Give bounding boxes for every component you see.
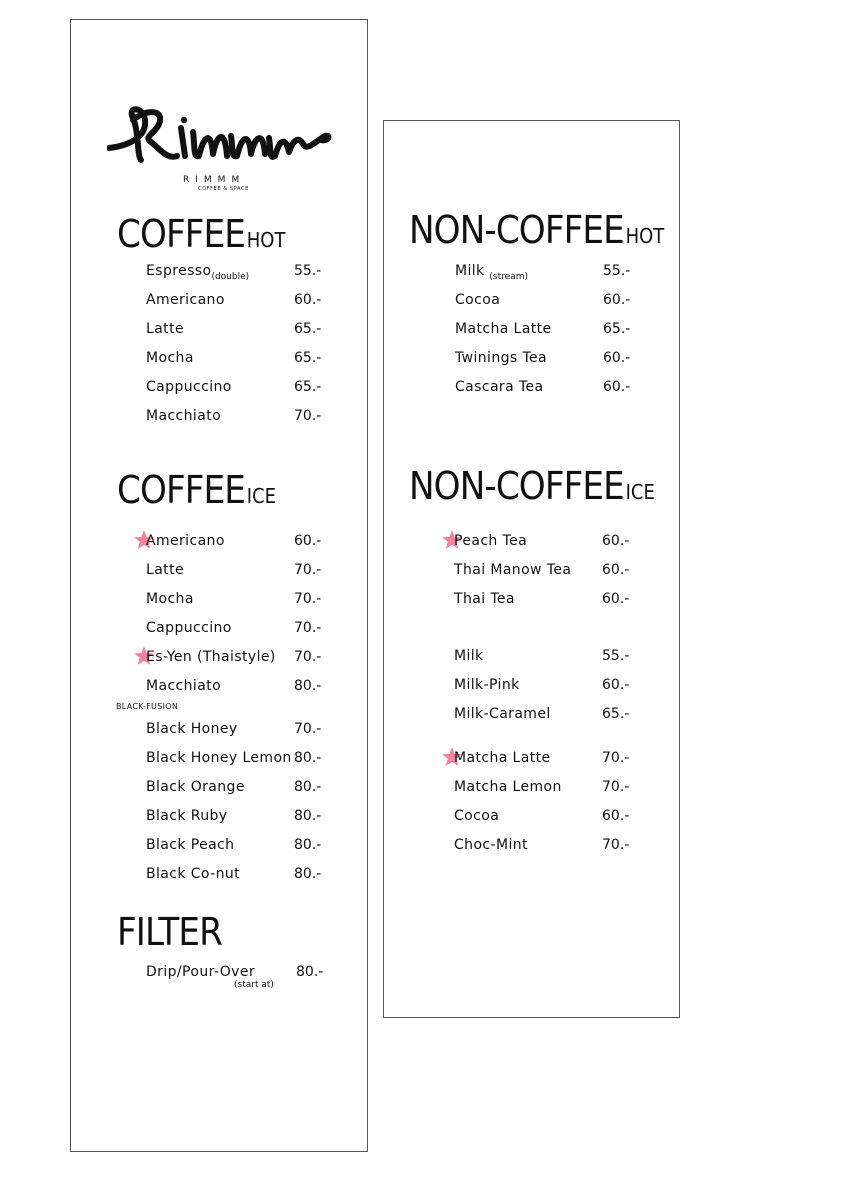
menu-item-price: 60.- [602,808,630,824]
section-title-noncoffee-ice: NON-COFFEEICE [409,464,655,508]
menu-item-name: Cocoa [454,808,500,824]
menu-panel-right [383,120,680,1018]
menu-item-name: Black Co-nut [146,866,241,882]
menu-item-name: Black Ruby [146,808,228,824]
menu-item-name: Drip/Pour-Over [146,964,255,980]
menu-item-price: 60.- [603,350,631,366]
menu-item-noncoffee-hot [455,321,643,341]
menu-item-black-fusion [146,779,334,799]
section-title-coffee-hot: COFFEEHOT [117,212,286,256]
menu-item-name: Black Peach [146,837,235,853]
menu-item-name: Black Honey [146,721,238,737]
menu-item-noncoffee-ice-milk [454,677,642,697]
menu-item-name: Matcha Latte [454,750,551,766]
menu-item-price: 65.- [603,321,631,337]
menu-item-name: Matcha Lemon [454,779,562,795]
menu-item-name: Latte [146,321,184,337]
menu-item-noncoffee-ice-milk [454,648,642,668]
menu-item-note: (double) [211,272,250,282]
menu-item-name: Cocoa [455,292,501,308]
menu-item-name: Milk-Caramel [454,706,551,722]
menu-item-price: 80.- [294,750,322,766]
menu-item-name: Espresso$_{(double)}$ [146,263,250,282]
section-title-coffee-ice: COFFEEICE [117,468,277,512]
menu-item-name: Thai Tea [454,591,515,607]
menu-item-name: Black Honey Lemon [146,750,292,766]
menu-item-price: 80.- [294,837,322,853]
menu-item-name: Milk [454,648,484,664]
menu-item-price: 70.- [294,562,322,578]
menu-item-price: 65.- [294,350,322,366]
menu-item-price: 60.- [602,533,630,549]
menu-item-price: 70.- [294,721,322,737]
menu-item-coffee-ice [146,649,334,669]
menu-item-noncoffee-ice-tea [454,533,642,553]
menu-item-noncoffee-ice-matcha [454,808,642,828]
group-label-black-fusion: BLACK-FUSION [116,702,179,711]
menu-item-name: Thai Manow Tea [454,562,572,578]
menu-item-price: 60.- [602,677,630,693]
menu-item-note: (start at) [234,980,274,990]
menu-item-price: 80.- [296,964,324,980]
menu-item-black-fusion [146,750,334,770]
menu-item-black-fusion [146,721,334,741]
menu-item-price: 65.- [602,706,630,722]
menu-item-noncoffee-hot [455,263,643,283]
menu-item-name: Peach Tea [454,533,528,549]
menu-item-name: Choc-Mint [454,837,528,853]
menu-item-price: 55.- [294,263,322,279]
menu-item-coffee-ice [146,620,334,640]
menu-item-coffee-hot [146,321,334,341]
menu-item-price: 70.- [294,591,322,607]
menu-item-name: Twinings Tea [455,350,548,366]
menu-item-price: 60.- [602,562,630,578]
menu-item-coffee-hot [146,350,334,370]
menu-item-name: Matcha Latte [455,321,552,337]
menu-item-coffee-ice [146,533,334,553]
menu-item-name: Americano [146,292,225,308]
menu-item-name: Milk-Pink [454,677,520,693]
menu-item-price: 70.- [602,750,630,766]
section-title-filter: FILTER [117,910,222,954]
menu-item-black-fusion [146,808,334,828]
menu-item-price: 60.- [294,292,322,308]
menu-item-coffee-ice [146,678,334,698]
menu-item-price: 60.- [602,591,630,607]
menu-item-noncoffee-ice-matcha [454,750,642,770]
menu-item-name: Latte [146,562,184,578]
menu-item-price: 55.- [602,648,630,664]
menu-item-name: Mocha [146,350,194,366]
menu-item-name: Americano [146,533,225,549]
menu-item-name: Milk $_{(stream)}$ [455,263,528,282]
menu-item-price: 70.- [602,779,630,795]
menu-item-price: 65.- [294,379,322,395]
menu-item-price: 80.- [294,678,322,694]
menu-item-noncoffee-ice-tea [454,591,642,611]
menu-item-noncoffee-hot [455,350,643,370]
menu-item-noncoffee-ice-milk [454,706,642,726]
menu-item-name: Cappuccino [146,620,232,636]
menu-item-coffee-ice [146,562,334,582]
menu-item-name: Macchiato [146,408,222,424]
menu-item-coffee-hot [146,408,334,428]
menu-item-coffee-ice [146,591,334,611]
menu-item-price: 70.- [602,837,630,853]
menu-item-price: 55.- [603,263,631,279]
menu-item-price: 60.- [603,292,631,308]
menu-item-name: Black Orange [146,779,245,795]
menu-item-price: 60.- [294,533,322,549]
menu-item-name: Es-Yen (Thaistyle) [146,649,276,665]
menu-item-price: 80.- [294,779,322,795]
menu-item-noncoffee-ice-matcha [454,837,642,857]
menu-panel-left [70,19,368,1152]
menu-item-price: 70.- [294,620,322,636]
menu-item-coffee-hot [146,379,334,399]
menu-item-noncoffee-ice-tea [454,562,642,582]
logo-brand-text: RIMMM [183,175,246,185]
menu-item-price: 70.- [294,408,322,424]
section-title-noncoffee-hot: NON-COFFEEHOT [409,208,665,252]
menu-item-black-fusion [146,837,334,857]
menu-item-noncoffee-ice-matcha [454,779,642,799]
menu-item-noncoffee-hot [455,379,643,399]
menu-item-price: 80.- [294,808,322,824]
menu-item-black-fusion [146,866,334,886]
menu-item-name: Cascara Tea [455,379,544,395]
menu-item-price: 60.- [603,379,631,395]
menu-item-price: 70.- [294,649,322,665]
menu-item-coffee-hot [146,263,334,283]
menu-item-name: Macchiato [146,678,222,694]
menu-item-price: 65.- [294,321,322,337]
menu-item-price: 80.- [294,866,322,882]
menu-item-name: Cappuccino [146,379,232,395]
logo-tagline: COFFEE & SPACE [198,186,249,192]
menu-item-name: Mocha [146,591,194,607]
menu-item-filter [146,964,336,990]
menu-item-noncoffee-hot [455,292,643,312]
menu-item-coffee-hot [146,292,334,312]
menu-item-note: (stream) [489,272,528,282]
